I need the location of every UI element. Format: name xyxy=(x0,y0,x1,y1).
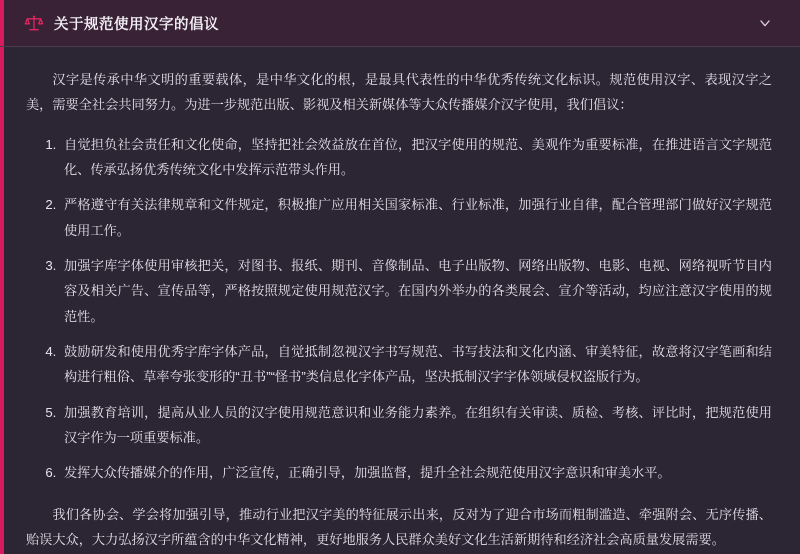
proposal-list xyxy=(26,132,772,486)
list-item: 2. 严格遵守有关法律规章和文件规定，积极推广应用相关国家标准、行业标准，加强行业自律，配合管理部门做好汉字规范使用工作。 xyxy=(60,192,772,243)
closing-paragraph: 我们各协会、学会将加强引导，推动行业把汉字美的特征展示出来，反对为了迎合市场而粗制滥造、牵强附会、无序传播、贻误大众，大力弘扬汉字所蕴含的中华文化精神，更好地服务人民群众美好文化生活新期待和经济社会高质量发展需要。 xyxy=(26,506,772,548)
scales-balance-icon xyxy=(24,13,44,33)
chevron-down-icon[interactable] xyxy=(754,12,776,34)
list-item: 5. 加强教育培训，提高从业人员的汉字使用规范意识和业务能力素养。在组织有关审读、质检、考核、评比时，把规范使用汉字作为一项重要标准。 xyxy=(60,400,772,451)
list-item: 6. 发挥大众传播媒介的作用，广泛宣传，正确引导，加强监督，提升全社会规范使用汉字意识和审美水平。 xyxy=(60,460,772,485)
card-title: 关于规范使用汉字的倡议 xyxy=(54,16,219,33)
body-accent-bar xyxy=(0,47,4,554)
list-item: 1. 自觉担负社会责任和文化使命，坚持把社会效益放在首位，把汉字使用的规范、美观作为重要标准，在推进语言文字规范化、传承弘扬优秀传统文化中发挥示范带头作用。 xyxy=(60,132,772,183)
list-item: 3. 加强字库字体使用审核把关，对图书、报纸、期刊、音像制品、电子出版物、网络出版物、电影、电视、网络视听节目内容及相关广告、宣传品等，严格按照规定使用规范汉字。在国内外举办的各类展会、宣介等活动，均应注意汉字使用的规范性。 xyxy=(60,253,772,329)
intro-paragraph: 汉字是传承中华文明的重要载体，是中华文化的根，是最具代表性的中华优秀传统文化标识。规范使用汉字、表现汉字之美，需要全社会共同努力。为进一步规范出版、影视及相关新媒体等大众传播媒介汉字使用，我们倡议： xyxy=(26,72,772,113)
header-accent-bar xyxy=(0,0,4,46)
card-header[interactable] xyxy=(0,0,800,47)
list-item: 4. 鼓励研发和使用优秀字库字体产品，自觉抵制忽视汉字书写规范、书写技法和文化内涵、审美特征，故意将汉字笔画和结构进行粗俗、草率夸张变形的“丑书”“怪书”类信息化字体产品，坚决抵制汉字字体领域侵权盗版行为。 xyxy=(60,339,772,390)
card-body xyxy=(0,47,800,554)
